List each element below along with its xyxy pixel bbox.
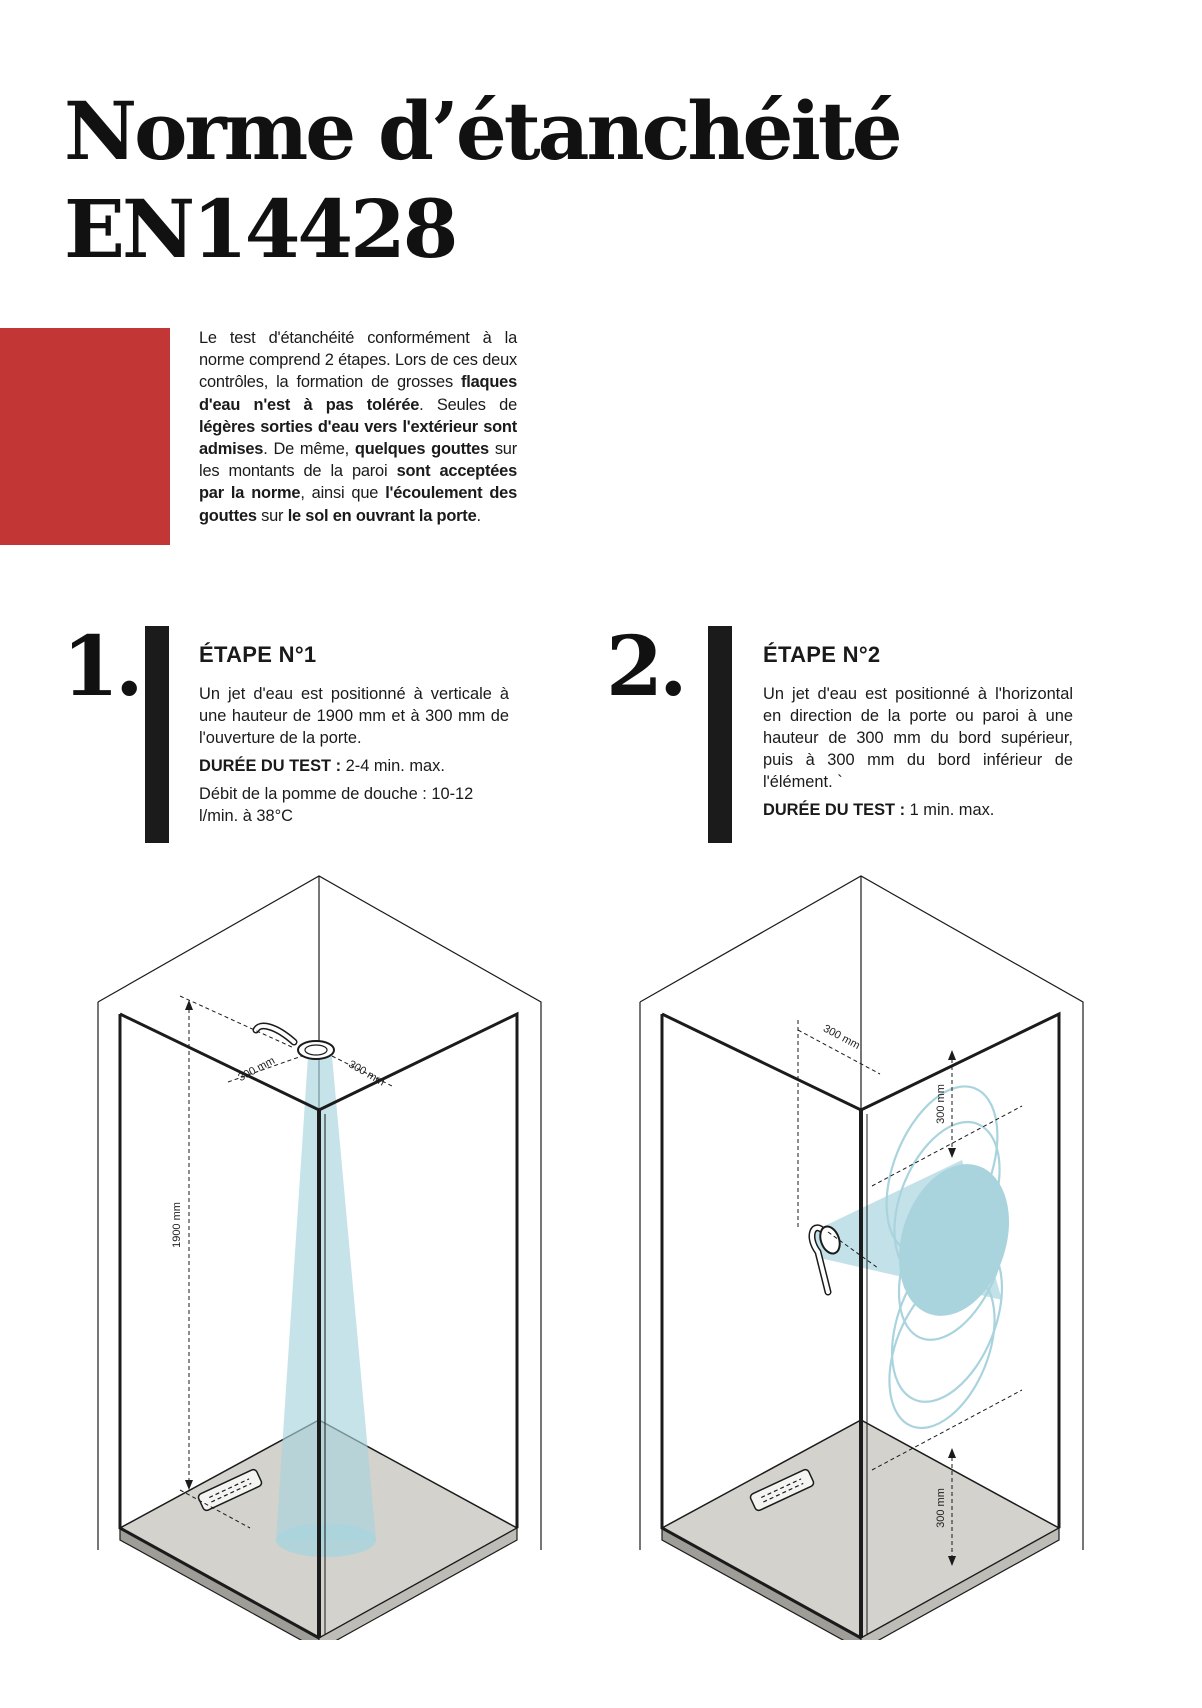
label-300mm-top: 300 mm: [821, 1022, 862, 1052]
title-line-2: EN14428: [64, 182, 456, 276]
label-1900mm: 1900 mm: [171, 1202, 183, 1248]
label-300mm-a: 300 mm: [236, 1054, 277, 1084]
title-line-1: Norme d’étanchéité: [64, 84, 900, 178]
intro-paragraph: Le test d'étanchéité conformément à la norme comprend 2 étapes. Lors de ces deux contrôles, la formation de grosses flaques d'eau n'est à pas tolérée. Seules de légères sorties d'eau vers l'extérieur sont admises. De même, quelques gouttes sur les montants de la paroi sont acceptées par la norme, ainsi que l'écoulement des gouttes sur le sol en ouvrant la porte.: [199, 329, 518, 525]
step-2-duration: DURÉE DU TEST : 1 min. max.: [763, 801, 995, 819]
arrow-up-lower: [948, 1448, 956, 1458]
step-1-text: [199, 641, 509, 833]
step-1-bar: [145, 626, 169, 843]
step-1-number: 1.: [62, 619, 140, 715]
label-300mm-lower: 300 mm: [935, 1488, 947, 1528]
step-1-title: ÉTAPE N°1: [199, 642, 317, 667]
water-impact: [276, 1523, 376, 1557]
label-300mm-upper: 300 mm: [935, 1084, 947, 1124]
shower-head-icon: [256, 1026, 334, 1059]
page-title: [64, 82, 900, 278]
step-1-flow: Débit de la pomme de douche : 10-12 l/min. à 38°C: [199, 785, 474, 825]
step-2-bar: [708, 626, 732, 843]
step-1-duration: DURÉE DU TEST : 2-4 min. max.: [199, 757, 445, 775]
arrow-up: [948, 1050, 956, 1060]
label-300mm-b: 300 mm: [346, 1058, 387, 1089]
arrow-up: [185, 1000, 193, 1010]
arrow-down: [948, 1148, 956, 1158]
water-jet-cone: [276, 1056, 376, 1540]
step-1-description: Un jet d'eau est positionné à verticale à une hauteur de 1900 mm et à 300 mm de l'ouverture de la porte.: [199, 685, 509, 747]
step-2-title: ÉTAPE N°2: [763, 642, 881, 667]
step-2-text: [763, 641, 1073, 827]
shower-diagram-horizontal: [622, 860, 1102, 1640]
step-2-description: Un jet d'eau est positionné à l'horizontal en direction de la porte ou paroi à une hauteur de 300 mm du bord supérieur, puis à 300 mm du bord inférieur de l'élément. `: [763, 685, 1073, 791]
accent-block: [0, 328, 170, 545]
shower-diagram-vertical: [80, 860, 560, 1640]
step-2-number: 2.: [606, 619, 684, 715]
dimension-guide-top: [180, 996, 294, 1048]
